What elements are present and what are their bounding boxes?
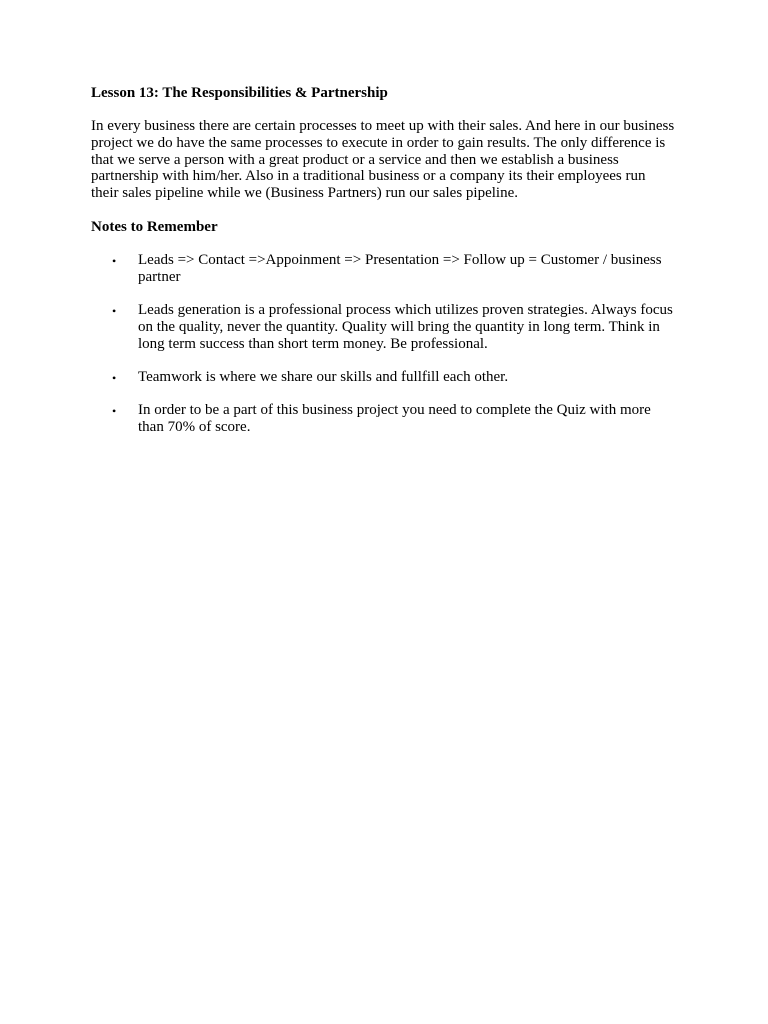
note-text: Leads => Contact =>Appoinment => Presentation => Follow up = Customer / business partner (138, 251, 662, 285)
lesson-title: Lesson 13: The Responsibilities & Partnership (91, 85, 388, 101)
list-item (91, 252, 676, 286)
note-text: Teamwork is where we share our skills and fullfill each other. (138, 368, 509, 385)
notes-list (91, 252, 676, 436)
bullet-icon: • (112, 370, 117, 385)
bullet-icon: • (112, 404, 117, 419)
intro-paragraph: In every business there are certain processes to meet up with their sales. And here in our business project we do have the same processes to execute in order to gain results. The only difference is that we serve a person with a great product or a service and then we establish a business partnership with him/her. Also in a traditional business or a company its their employees run their sales pipeline while we (Business Partners) run our sales pipeline. (91, 118, 675, 202)
note-text: In order to be a part of this business project you need to complete the Quiz with more than 70% of score. (138, 402, 651, 436)
list-item (91, 402, 676, 436)
list-item (91, 302, 676, 352)
bullet-icon: • (112, 253, 117, 268)
bullet-icon: • (112, 304, 117, 319)
note-text: Leads generation is a professional process which utilizes proven strategies. Always focus on the quality, never the quantity. Quality will bring the quantity in long term. Think in long term success than short term money. Be professional. (138, 302, 673, 352)
notes-heading: Notes to Remember (91, 218, 218, 235)
list-item (91, 369, 676, 386)
document-page (91, 84, 676, 452)
